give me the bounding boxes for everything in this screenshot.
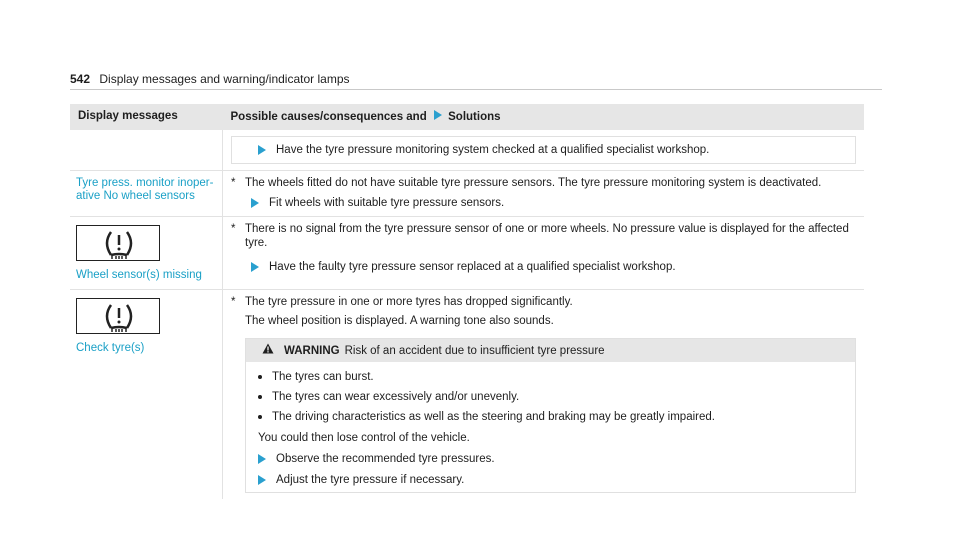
warning-label: WARNING bbox=[284, 344, 340, 357]
list-item: The tyres can wear excessively and/or unevenly. bbox=[252, 390, 849, 404]
cause-text: The tyre pressure in one or more tyres has dropped significantly. bbox=[245, 296, 573, 308]
cause-marker: * bbox=[231, 223, 236, 235]
solution-text: Have the tyre pressure monitoring system checked at a qualified specialist workshop. bbox=[276, 144, 710, 156]
solution-box bbox=[231, 136, 856, 164]
tyre-pressure-warning-icon bbox=[76, 298, 160, 334]
table-row bbox=[70, 290, 864, 500]
list-item: The driving characteristics as well as the steering and braking may be greatly impaired. bbox=[252, 410, 849, 424]
display-messages-table bbox=[70, 104, 864, 499]
cause-marker: * bbox=[231, 177, 236, 189]
solution-text: Observe the recommended tyre pressures. bbox=[276, 453, 495, 465]
arrow-icon bbox=[251, 262, 259, 272]
cause-note: The wheel position is displayed. A warning tone also sounds. bbox=[245, 315, 554, 327]
warning-triangle-icon bbox=[262, 343, 274, 358]
warning-title: Risk of an accident due to insufficient tyre pressure bbox=[344, 344, 605, 357]
column-header-causes bbox=[223, 104, 865, 130]
arrow-icon bbox=[258, 145, 266, 155]
bullet-icon bbox=[258, 395, 262, 399]
display-message: Wheel sensor(s) missing bbox=[76, 269, 202, 281]
solution-text: Adjust the tyre pressure if necessary. bbox=[276, 474, 465, 486]
solution-text: Have the faulty tyre pressure sensor replaced at a qualified specialist workshop. bbox=[269, 261, 676, 273]
arrow-icon bbox=[251, 198, 259, 208]
cause-text: There is no signal from the tyre pressure sensor of one or more wheels. No pressure value is displayed for the affected tyre. bbox=[245, 223, 849, 249]
warning-bullets bbox=[246, 362, 855, 424]
column-header-causes-text: Possible causes/consequences and bbox=[230, 110, 427, 123]
arrow-icon bbox=[258, 454, 266, 464]
table-row-continued bbox=[70, 130, 864, 171]
bullet-icon bbox=[258, 415, 262, 419]
list-item: The tyres can burst. bbox=[252, 370, 849, 384]
column-header-messages: Display messages bbox=[70, 104, 223, 130]
bullet-icon bbox=[258, 375, 262, 379]
cause-text: The wheels fitted do not have suitable tyre pressure sensors. The tyre pressure monitoring system is deactivated. bbox=[245, 177, 822, 189]
cause-marker: * bbox=[231, 296, 236, 308]
table-row bbox=[70, 217, 864, 290]
warning-box bbox=[245, 338, 856, 493]
warning-header bbox=[246, 339, 855, 362]
table-header-row bbox=[70, 104, 864, 130]
page-header bbox=[70, 72, 350, 86]
arrow-icon bbox=[434, 110, 442, 120]
page-title: Display messages and warning/indicator lamps bbox=[99, 72, 350, 86]
warning-consequence: You could then lose control of the vehicle. bbox=[258, 432, 470, 444]
display-message: Check tyre(s) bbox=[76, 342, 145, 354]
page-number: 542 bbox=[70, 72, 91, 86]
tyre-pressure-warning-icon bbox=[76, 225, 160, 261]
arrow-icon bbox=[258, 475, 266, 485]
solution-text: Fit wheels with suitable tyre pressure sensors. bbox=[269, 197, 505, 209]
column-header-solutions: Solutions bbox=[448, 110, 501, 123]
header-divider bbox=[70, 89, 882, 90]
table-row bbox=[70, 171, 864, 217]
display-message: Tyre press. monitor inoper-ative No wheel sensors bbox=[76, 177, 214, 202]
